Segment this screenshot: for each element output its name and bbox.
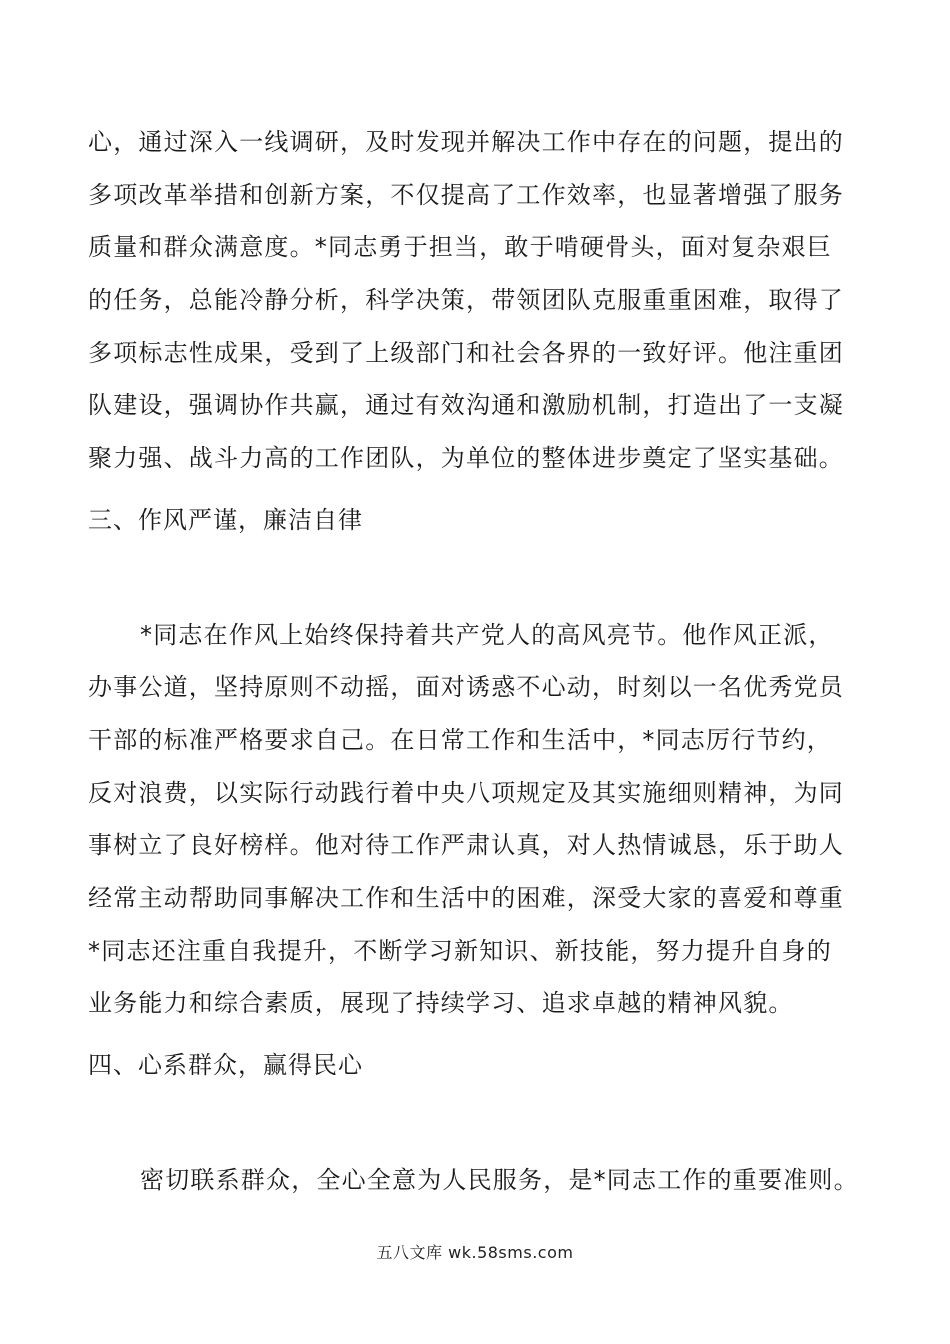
- paragraph-line: 队建设，强调协作共赢，通过有效沟通和激励机制，打造出了一支凝: [88, 391, 844, 419]
- paragraph-line: 干部的标准严格要求自己。在日常工作和生活中，*同志厉行节约，: [88, 726, 832, 754]
- paragraph-line: 聚力强、战斗力高的工作团队，为单位的整体进步奠定了坚实基础。: [88, 444, 844, 472]
- paragraph-line: 经常主动帮助同事解决工作和生活中的困难，深受大家的喜爱和尊重: [88, 884, 844, 912]
- paragraph-line: *同志在作风上始终保持着共产党人的高风亮节。他作风正派，: [140, 621, 834, 649]
- paragraph-line: 办事公道，坚持原则不动摇，面对诱惑不心动，时刻以一名优秀党员: [88, 673, 844, 701]
- paragraph-line: 质量和群众满意度。*同志勇于担当，敢于啃硬骨头，面对复杂艰巨: [88, 233, 832, 261]
- paragraph-line: 多项改革举措和创新方案，不仅提高了工作效率，也显著增强了服务: [88, 181, 844, 209]
- paragraph-line: 业务能力和综合素质，展现了持续学习、追求卓越的精神风貌。: [88, 989, 794, 1017]
- section-heading: 三、作风严谨，廉洁自律: [88, 506, 363, 534]
- paragraph-line: 多项标志性成果，受到了上级部门和社会各界的一致好评。他注重团: [88, 339, 844, 367]
- footer-site-label: 五八文库 wk.58sms.com: [376, 1243, 574, 1262]
- paragraph-line: *同志还注重自我提升，不断学习新知识、新技能，努力提升自身的: [88, 937, 832, 965]
- paragraph-line: 的任务，总能冷静分析，科学决策，带领团队克服重重困难，取得了: [88, 286, 844, 314]
- section-heading: 四、心系群众，赢得民心: [88, 1051, 363, 1079]
- paragraph-line: 事树立了良好榜样。他对待工作严肃认真，对人热情诚恳，乐于助人: [88, 831, 844, 859]
- paragraph-line: 密切联系群众，全心全意为人民服务，是*同志工作的重要准则。: [140, 1166, 859, 1194]
- paragraph-line: 反对浪费，以实际行动践行着中央八项规定及其实施细则精神，为同: [88, 779, 844, 807]
- paragraph-line: 心，通过深入一线调研，及时发现并解决工作中存在的问题，提出的: [88, 128, 844, 156]
